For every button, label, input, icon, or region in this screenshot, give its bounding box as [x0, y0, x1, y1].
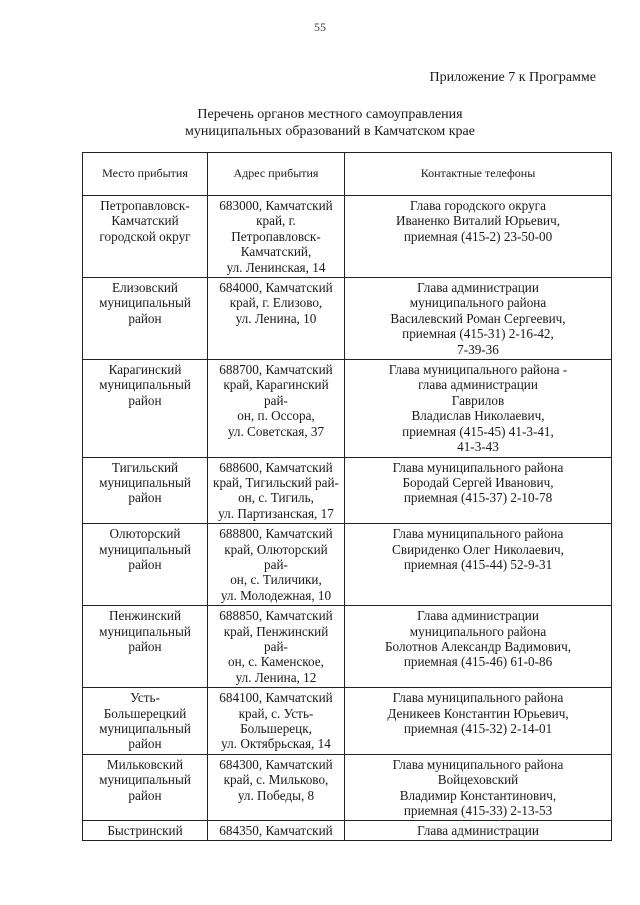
cell-place: Пенжинский муниципальный район [83, 606, 208, 688]
cell-address: 684350, Камчатский [208, 821, 345, 841]
header-address: Адрес прибытия [208, 153, 345, 196]
cell-place: Елизовский муниципальный район [83, 278, 208, 360]
municipalities-table [82, 152, 612, 841]
table-row [83, 524, 612, 606]
cell-place: Тигильский муниципальный район [83, 457, 208, 524]
document-title-line-1: Перечень органов местного самоуправления [197, 107, 463, 122]
cell-address: 688800, Камчатский край, Олюторский рай- он, с. Тиличики, ул. Молодежная, 10 [208, 524, 345, 606]
table-row-partial [83, 821, 612, 841]
table-row [83, 196, 612, 278]
page-number: 55 [314, 20, 326, 34]
table-row [83, 457, 612, 524]
cell-contacts: Глава муниципального района Деникеев Константин Юрьевич, приемная (415-32) 2-14-01 [345, 688, 612, 755]
cell-address: 684000, Камчатский край, г. Елизово, ул. Ленина, 10 [208, 278, 345, 360]
cell-place: Олюторский муниципальный район [83, 524, 208, 606]
appendix-label: Приложение 7 к Программе [429, 70, 596, 85]
cell-address: 684100, Камчатский край, с. Усть- Большерецк, ул. Октябрьская, 14 [208, 688, 345, 755]
cell-contacts: Глава администрации муниципального района Василевский Роман Сергеевич, приемная (415-31) 2-16-42, 7-39-36 [345, 278, 612, 360]
cell-contacts: Глава муниципального района Бородай Сергей Иванович, приемная (415-37) 2-10-78 [345, 457, 612, 524]
header-contacts: Контактные телефоны [345, 153, 612, 196]
cell-contacts: Глава администрации муниципального района Болотнов Александр Вадимович, приемная (415-46) 61-0-86 [345, 606, 612, 688]
table-row [83, 360, 612, 457]
cell-place: Усть- Большерецкий муниципальный район [83, 688, 208, 755]
document-title-line-2: муниципальных образований в Камчатском крае [185, 124, 475, 139]
document-title [0, 106, 640, 140]
table-row [83, 606, 612, 688]
cell-place: Карагинский муниципальный район [83, 360, 208, 457]
cell-contacts: Глава городского округа Иваненко Виталий Юрьевич, приемная (415-2) 23-50-00 [345, 196, 612, 278]
cell-address: 688700, Камчатский край, Карагинский рай- он, п. Оссора, ул. Советская, 37 [208, 360, 345, 457]
cell-place: Мильковский муниципальный район [83, 754, 208, 821]
cell-contacts: Глава администрации [345, 821, 612, 841]
cell-contacts: Глава муниципального района Войцеховский Владимир Константинович, приемная (415-33) 2-13-53 [345, 754, 612, 821]
cell-address: 688850, Камчатский край, Пенжинский рай- он, с. Каменское, ул. Ленина, 12 [208, 606, 345, 688]
cell-address: 683000, Камчатский край, г. Петропавловск- Камчатский, ул. Ленинская, 14 [208, 196, 345, 278]
cell-place: Петропавловск- Камчатский городской округ [83, 196, 208, 278]
table-row [83, 278, 612, 360]
cell-contacts: Глава муниципального района Свириденко Олег Николаевич, приемная (415-44) 52-9-31 [345, 524, 612, 606]
cell-address: 688600, Камчатский край, Тигильский рай- он, с. Тигиль, ул. Партизанская, 17 [208, 457, 345, 524]
cell-address: 684300, Камчатский край, с. Мильково, ул. Победы, 8 [208, 754, 345, 821]
table-header-row [83, 153, 612, 196]
cell-place: Быстринский [83, 821, 208, 841]
header-place: Место прибытия [83, 153, 208, 196]
table-row [83, 688, 612, 755]
table-row [83, 754, 612, 821]
cell-contacts: Глава муниципального района - глава администрации Гаврилов Владислав Николаевич, приемная (415-45) 41-3-41, 41-3-43 [345, 360, 612, 457]
